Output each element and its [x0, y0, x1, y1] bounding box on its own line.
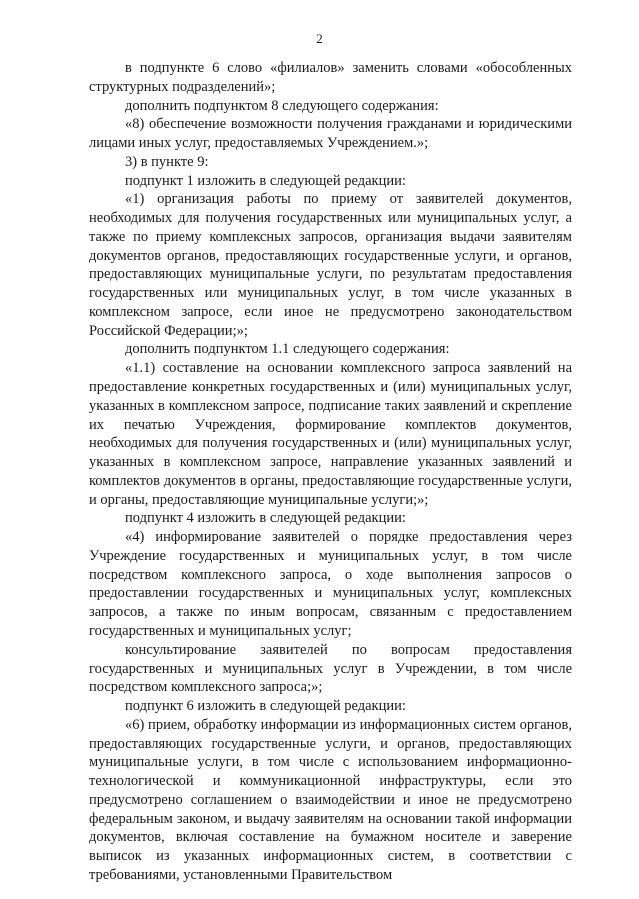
paragraph: «1.1) составление на основании комплексного запроса заявлений на предоставление конкретных государственных и (или) муниципальных услуг, указанных в комплексном запросе, подписание таких заявлений и скрепление их печатью Учреждения, формирование комплектов документов, необходимых для получения государственных и (или) муниципальных услуг, указанных в комплексном запросе, направление указанных заявлений и комплектов документов в органы, предоставляющие государственные услуги, и органы, предоставляющие муниципальные услуги;»; — [89, 360, 572, 508]
page-number: 2 — [316, 31, 323, 46]
paragraph: консультирование заявителей по вопросам предоставления государственных и муниципальных услуг в Учреждении, в том числе посредством комплексного запроса;»; — [89, 641, 572, 696]
paragraph: «6) прием, обработку информации из информационных систем органов, предоставляющих государственные услуги, и органов, предоставляющих муниципальные услуги, в том числе с использованием информационно-технологической и коммуникационной инфраструктуры, если это предусмотрено соглашением о взаимодействии и иное не предусмотрено федеральным законом, и выдачу заявителям на основании такой информации документов, включая составление на бумажном носителе и заверение выписок из указанных информационных систем, в соответствии с требованиями, установленными Правительством — [89, 716, 572, 883]
paragraph: 3) в пункте 9: — [125, 153, 209, 170]
paragraph: в подпункте 6 слово «филиалов» заменить словами «обособленных структурных подразделений»; — [89, 60, 572, 95]
paragraph: подпункт 1 изложить в следующей редакции: — [125, 172, 406, 189]
paragraph: подпункт 4 изложить в следующей редакции: — [125, 510, 406, 527]
paragraph: «8) обеспечение возможности получения гражданами и юридическими лицами иных услуг, предоставляемых Учреждением.»; — [89, 116, 572, 152]
paragraph: «4) информирование заявителей о порядке предоставления через Учреждение государственных и муниципальных услуг, в том числе посредством комплексного запроса, о ходе выполнения запросов о предоставлении государственных и муниципальных услуг, комплексных запросов, а также по иным вопросам, связанным с предоставлением государственных и муниципальных услуг; — [89, 529, 572, 639]
paragraph: «1) организация работы по приему от заявителей документов, необходимых для получения государственных или муниципальных услуг, а также по приему комплексных запросов, организация выдачи заявителям документов органов, предоставляющих государственные услуги, и органов, предоставляющих муниципальные услуги, по результатам предоставления государственных или муниципальных услуг, в том числе указанных в комплексном запросе, если иное не предусмотрено законодательством Российской Федерации;»; — [89, 191, 572, 339]
paragraph: дополнить подпунктом 1.1 следующего содержания: — [125, 341, 450, 358]
document-body — [89, 59, 572, 885]
paragraph: подпункт 6 изложить в следующей редакции: — [125, 698, 406, 715]
paragraph: дополнить подпунктом 8 следующего содержания: — [125, 97, 439, 114]
